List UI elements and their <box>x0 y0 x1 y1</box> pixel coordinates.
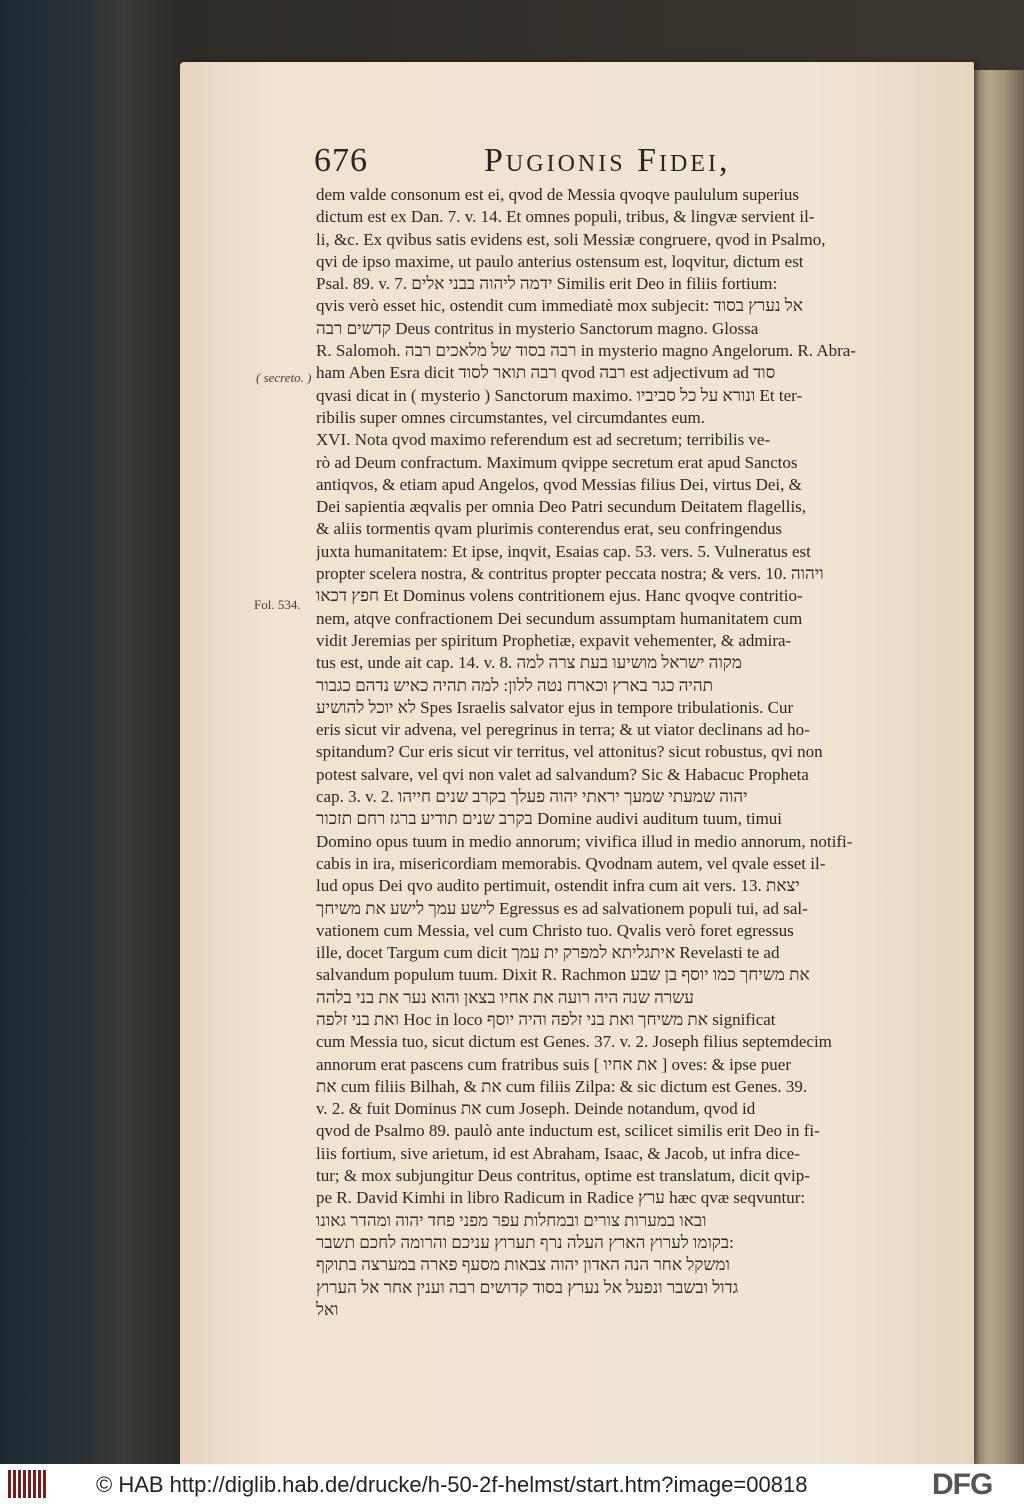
text-line: ribilis super omnes circumstantes, vel circumdantes eum. <box>316 407 706 427</box>
text-line: XVI. Nota qvod maximo referendum est ad secretum; terribilis ve- <box>316 430 771 450</box>
text-line: ואת בני זלפה Hoc in loco את משיחך ואת בני זלפה והיה יוסף significat <box>316 1009 776 1029</box>
text-line: qvis verò esset hic, ostendit cum immediatè mox subjecit: אל נערץ בסוד <box>316 296 803 316</box>
text-line: lud opus Dei qvo audito pertimuit, ostendit infra cum ait vers. 13. יצאת <box>316 876 800 896</box>
text-line: nem, atqve confractionem Dei secundum assumptam humanitatem cum <box>316 608 803 628</box>
text-line: qvod de Psalmo 89. paulò ante inductum est, scilicet similis erit Deo in fi- <box>316 1121 820 1141</box>
barcode-icon <box>8 1470 48 1498</box>
text-line: vidit Jeremias per spiritum Prophetiæ, expavit vehementer, & admira- <box>316 630 792 650</box>
text-line: cap. 3. v. 2. יהוה שמעתי שמעך יראתי יהוה פעלך בקרב שנים חייהו <box>316 787 748 807</box>
text-line: rò ad Deum confractum. Maximum qvippe secretum erat apud Sanctos <box>316 452 798 472</box>
text-line: liis fortium, sive arietum, id est Abraham, Isaac, & Jacob, ut infra dice- <box>316 1143 800 1163</box>
margin-note-folio: Fol. 534. <box>254 597 301 612</box>
text-line: חפץ דכאו Et Dominus volens contritionem ejus. Hanc qvoqve contritio- <box>316 586 803 606</box>
text-line: dem valde consonum est ei, qvod de Messia qvoqve paululum superius <box>316 185 799 204</box>
text-line: li, &c. Ex qvibus satis evidens est, soli Messiæ congruere, qvod in Psalmo, <box>316 229 826 249</box>
text-line: tus est, unde ait cap. 14. v. 8. מקוה ישראל מושיעו בעת צרה למה <box>316 653 742 673</box>
citation-link[interactable]: © HAB http://diglib.hab.de/drucke/h-50-2f-helmst/start.htm?image=00818 <box>96 1472 808 1497</box>
page-header <box>314 142 934 186</box>
text-line: ומשקל אחר הנה האדון יהוה צבאות מסעף פארה במערצה בתוקף <box>316 1255 730 1275</box>
text-line: את cum filiis Bilhah, & את cum filiis Zilpa: & sic dictum est Genes. 39. <box>316 1076 808 1096</box>
text-line: propter scelera nostra, & contritus propter peccata nostra; & vers. 10. ויהוה <box>316 564 824 584</box>
text-line: ille, docet Targum cum dicit איתגליתא למפרק ית עמך Revelasti te ad <box>316 943 780 963</box>
running-head: Pugionis Fidei, <box>484 142 731 179</box>
text-line: dictum est ex Dan. 7. v. 14. Et omnes populi, tribus, & lingvæ servient il- <box>316 207 815 227</box>
text-line: Psal. 89. v. 7. ידמה ליהוה בבני אלים Similis erit Deo in filiis fortium: <box>316 274 778 294</box>
text-line: tur; & mox subjungitur Deus contritus, optime est translatum, dicit qvip- <box>316 1166 810 1186</box>
text-line: ובאו במערות צורים ובמחלות עפר מפני פחד יהוה ומהדר גאונו <box>316 1210 707 1230</box>
text-line: eris sicut vir advena, vel peregrinus in terra; & ut viator declinans ad ho- <box>316 720 810 740</box>
text-line: vationem cum Messia, vel cum Christo tuo. Qvalis verò foret egressus <box>316 920 794 940</box>
text-line: לישע עמך לישע את משיחך Egressus es ad salvationem populi tui, ad sal- <box>316 898 808 918</box>
text-line: pe R. David Kimhi in libro Radicum in Radice ערץ hæc qvæ seqvuntur: <box>316 1188 806 1208</box>
margin-note-secreto: ( secreto. ) <box>256 370 312 385</box>
text-line: & aliis tormentis qvam plurimis conterendus erat, seu confringendus <box>316 519 782 539</box>
footer-bar <box>0 1464 1024 1504</box>
text-line: qvasi dicat in ( mysterio ) Sanctorum maximo. ונורא על כל סביביו Et ter- <box>316 385 803 405</box>
text-line: לא יוכל להושיע Spes Israelis salvator ejus in tempore tribulationis. Cur <box>316 697 794 717</box>
page-number: 676 <box>314 142 368 179</box>
text-line: גדול ובשבר ונפעל אל נערץ בסוד קדושים רבה וענין אחר אל הערוץ <box>316 1277 739 1297</box>
text-line: qvi de ipso maxime, ut paulo anterius ostensum est, loqvitur, dictum est <box>316 251 804 271</box>
text-line: potest salvare, vel qvi non valet ad salvandum? Sic & Habacuc Propheta <box>316 764 809 784</box>
text-line: עשרה שנה היה רועה את אחיו בצאן והוא נער את בני בלהה <box>316 987 694 1007</box>
text-line: בקרב שנים תודיע ברגז רחם תזכור Domine audivi auditum tuum, timui <box>316 809 783 829</box>
text-line: ham Aben Esra dicit רבה תואר לסוד qvod רבה est adjectivum ad סוד <box>316 363 776 383</box>
text-line: antiqvos, & etiam apud Angelos, qvod Messias filius Dei, virtus Dei, & <box>316 474 802 494</box>
text-line: cum Messia tuo, sicut dictum est Genes. 37. v. 2. Joseph filius septemdecim <box>316 1032 832 1052</box>
text-line: בקומו לערוץ הארץ העלה נרף תערוץ עניכם והרומה לחכם תשבר: <box>316 1232 734 1252</box>
text-line: Domino opus tuum in medio annorum; vivifica illud in medio annorum, notifi- <box>316 831 853 851</box>
dfg-logo: DFG <box>932 1468 993 1501</box>
text-line: קדשים רבה Deus contritus in mysterio Sanctorum magno. Glossa <box>316 318 759 338</box>
facing-page-edge <box>974 70 1024 1464</box>
text-line: spitandum? Cur eris sicut vir territus, vel attonitus? sicut robustus, qvi non <box>316 742 823 762</box>
text-line: Dei sapientia æqvalis per omnia Deo Patri secundum Deitatem flagellis, <box>316 497 807 517</box>
body-text <box>316 184 876 1321</box>
text-line: cabis in ira, misericordiam memorabis. Qvodnam autem, vel qvale esset il- <box>316 853 826 873</box>
text-line: v. 2. & fuit Dominus את cum Joseph. Deinde notandum, qvod id <box>316 1099 756 1119</box>
text-line: juxta humanitatem: Et ipse, inqvit, Esaias cap. 53. vers. 5. Vulneratus est <box>316 541 811 561</box>
text-line: תהיה כגר בארץ וכארח נטה ללון: למה תהיה כאיש נדהם כגבור <box>316 675 714 695</box>
text-line: annorum erat pascens cum fratribus suis [ את אחיו ] oves: & ipse puer <box>316 1054 791 1074</box>
text-line: R. Salomoh. רבה בסוד של מלאכים רבה in mysterio magno Angelorum. R. Abra- <box>316 341 856 361</box>
text-line: ואל <box>316 1299 339 1319</box>
text-line: salvandum populum tuum. Dixit R. Rachmon את משיחך כמו יוסף בן שבע <box>316 965 810 985</box>
